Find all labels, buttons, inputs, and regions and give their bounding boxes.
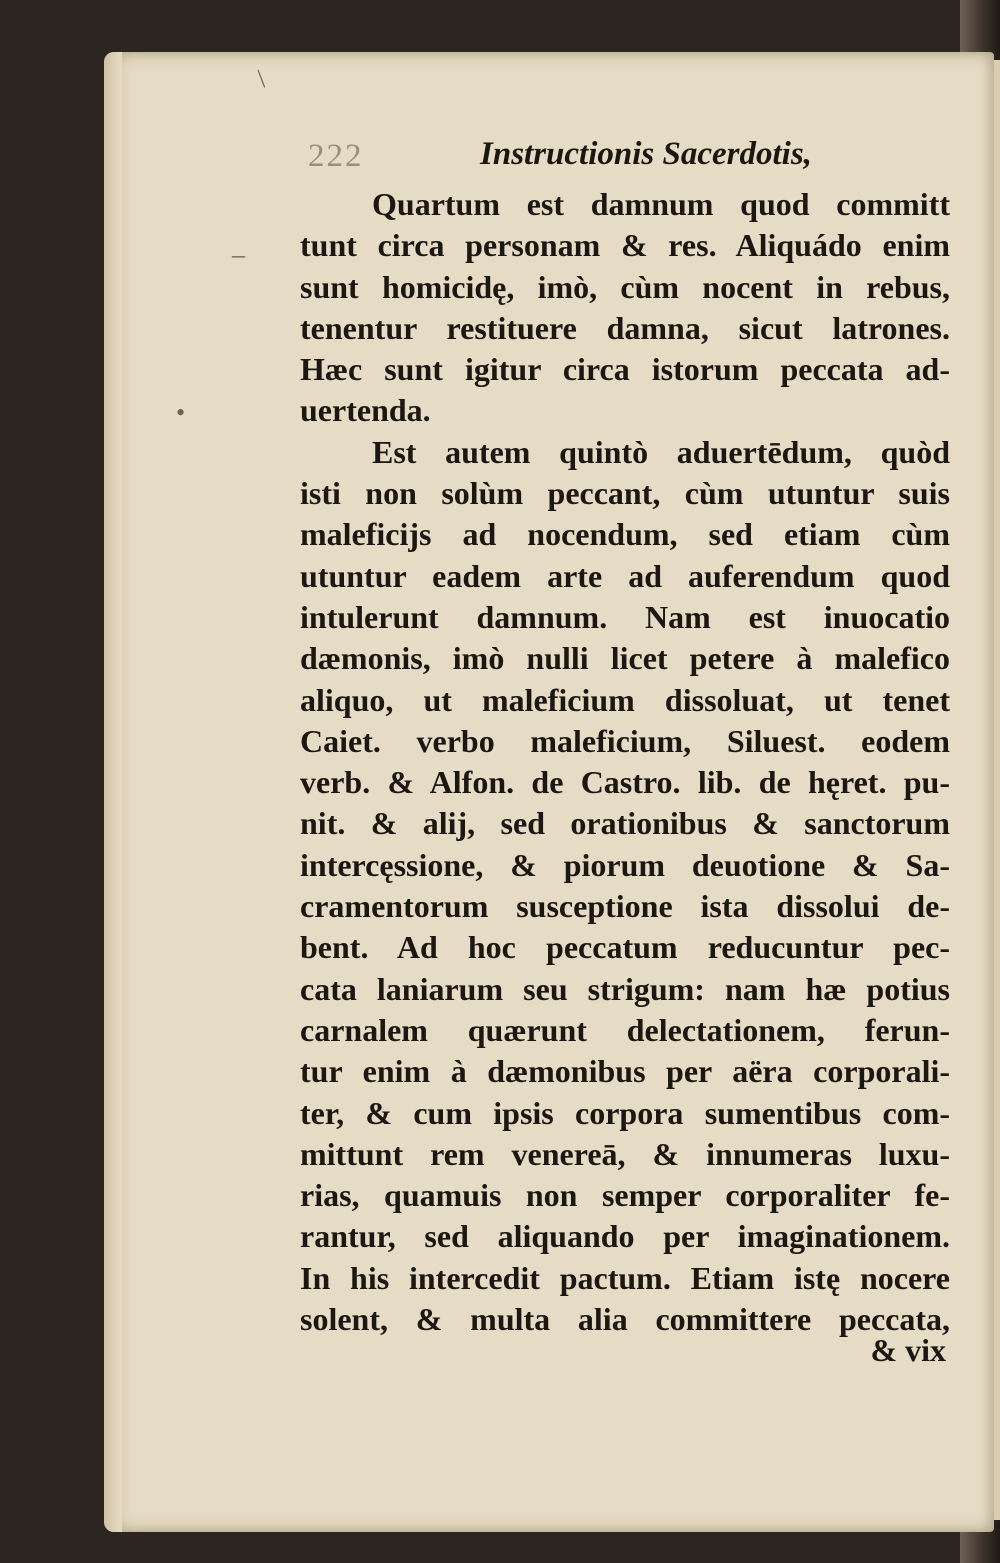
margin-mark: / bbox=[249, 65, 274, 93]
text-line: tenentur restituere damna, sicut latrones. bbox=[300, 309, 950, 346]
text-line: Caiet. verbo maleficium, Siluest. eodem bbox=[300, 722, 950, 759]
margin-dash: – bbox=[232, 240, 245, 269]
text-line: aliquo, ut maleficium dissoluat, ut tenet bbox=[300, 681, 950, 718]
running-title: Instructionis Sacerdotis, bbox=[480, 136, 812, 172]
body-text bbox=[300, 184, 950, 1340]
text-line: tunt circa personam & res. Aliquádo enim bbox=[300, 227, 950, 264]
running-header bbox=[300, 136, 950, 178]
text-line: nit. & alij, sed orationibus & sanctorum bbox=[300, 805, 950, 842]
text-line: cramentorum susceptione ista dissolui de- bbox=[300, 888, 950, 925]
text-line: maleficijs ad nocendum, sed etiam cùm bbox=[300, 516, 950, 553]
text-line: mittunt rem venereā, & innumeras luxu- bbox=[300, 1135, 950, 1172]
text-line: ter, & cum ipsis corpora sumentibus com- bbox=[300, 1094, 950, 1131]
text-line: Hæc sunt igitur circa istorum peccata ad- bbox=[300, 351, 950, 388]
catchword: & vix bbox=[870, 1332, 946, 1368]
margin-dot: • bbox=[176, 398, 186, 427]
text-line: utuntur eadem arte ad auferendum quod bbox=[300, 557, 950, 594]
text-line: isti non solùm peccant, cùm utuntur suis bbox=[300, 475, 950, 512]
text-line: rantur, sed aliquando per imaginationem. bbox=[300, 1218, 950, 1255]
text-line: carnalem quærunt delectationem, ferun- bbox=[300, 1011, 950, 1048]
text-line: intulerunt damnum. Nam est inuocatio bbox=[300, 598, 950, 635]
text-line: bent. Ad hoc peccatum reducuntur pec- bbox=[300, 929, 950, 966]
text-line: cata laniarum seu strigum: nam hæ potius bbox=[300, 970, 950, 1007]
text-line: tur enim à dæmonibus per aëra corporali- bbox=[300, 1053, 950, 1090]
text-line: dæmonis, imò nulli licet petere à malefico bbox=[300, 640, 950, 677]
text-line: solent, & multa alia committere peccata, bbox=[300, 1301, 950, 1338]
text-line: In his intercedit pactum. Etiam istę nocere bbox=[300, 1259, 950, 1296]
text-line: rias, quamuis non semper corporaliter fe- bbox=[300, 1177, 950, 1214]
page-number: 222 bbox=[308, 138, 364, 174]
text-line: sunt homicidę, imò, cùm nocent in rebus, bbox=[300, 268, 950, 305]
text-line: intercęssione, & piorum deuotione & Sa- bbox=[300, 846, 950, 883]
text-line: Quartum est damnum quod committ bbox=[372, 186, 950, 222]
text-line: uertenda. bbox=[300, 392, 431, 429]
text-line: Est autem quintò aduertēdum, quòd bbox=[372, 433, 950, 470]
text-line: verb. & Alfon. de Castro. lib. de hęret. pu- bbox=[300, 764, 950, 801]
